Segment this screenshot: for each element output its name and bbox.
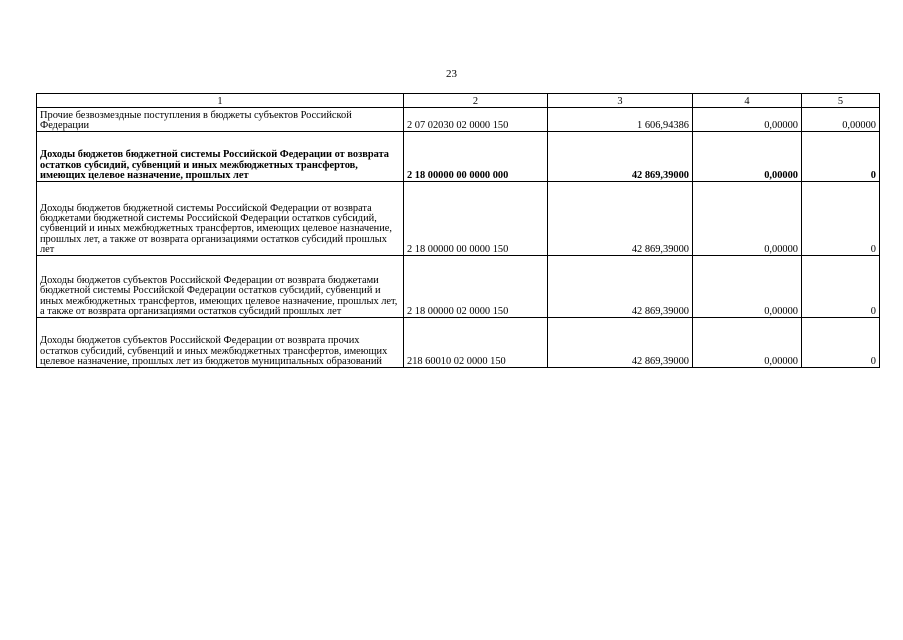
row-code: 2 18 00000 02 0000 150	[404, 256, 548, 318]
row-value-4: 0,00000	[693, 132, 802, 182]
row-value-4: 0,00000	[693, 182, 802, 256]
row-value-5: 0	[802, 132, 880, 182]
table-row	[37, 256, 880, 318]
row-value-3: 42 869,39000	[548, 132, 693, 182]
table-row	[37, 132, 880, 182]
row-code: 2 18 00000 00 0000 000	[404, 132, 548, 182]
row-code: 218 60010 02 0000 150	[404, 318, 548, 368]
row-value-3: 42 869,39000	[548, 318, 693, 368]
table-header-row	[37, 94, 880, 108]
row-value-4: 0,00000	[693, 108, 802, 132]
row-value-5: 0	[802, 318, 880, 368]
row-value-4: 0,00000	[693, 256, 802, 318]
column-header-4: 4	[693, 94, 802, 108]
row-value-3: 42 869,39000	[548, 182, 693, 256]
row-value-4: 0,00000	[693, 318, 802, 368]
row-value-5: 0,00000	[802, 108, 880, 132]
row-value-5: 0	[802, 182, 880, 256]
table-row	[37, 108, 880, 132]
row-value-3: 42 869,39000	[548, 256, 693, 318]
column-header-3: 3	[548, 94, 693, 108]
row-code: 2 18 00000 00 0000 150	[404, 182, 548, 256]
table-row	[37, 182, 880, 256]
row-value-5: 0	[802, 256, 880, 318]
row-name: Прочие безвозмездные поступления в бюджеты субъектов Российской Федерации	[37, 108, 404, 132]
table-row	[37, 318, 880, 368]
row-name: Доходы бюджетов субъектов Российской Федерации от возврата бюджетами бюджетной системы Российской Федерации остатков субсидий, субвенций и иных межбюджетных трансфертов, имеющих целевое назначение, прошлых лет, а также от возврата организациями остатков субсидий прошлых лет	[37, 256, 404, 318]
column-header-2: 2	[404, 94, 548, 108]
row-name: Доходы бюджетов субъектов Российской Федерации от возврата прочих остатков субсидий, субвенций и иных межбюджетных трансфертов, имеющих целевое назначение, прошлых лет из бюджетов муниципальных образований	[37, 318, 404, 368]
budget-revenue-table	[36, 93, 880, 368]
column-header-1: 1	[37, 94, 404, 108]
page-number: 23	[446, 68, 457, 80]
row-name: Доходы бюджетов бюджетной системы Российской Федерации от возврата бюджетами бюджетной системы Российской Федерации остатков субсидий, субвенций и иных межбюджетных трансфертов, имеющих целевое назначение, прошлых лет, а также от возврата организациями остатков субсидий прошлых лет	[37, 182, 404, 256]
row-code: 2 07 02030 02 0000 150	[404, 108, 548, 132]
row-name: Доходы бюджетов бюджетной системы Российской Федерации от возврата остатков субсидий, субвенций и иных межбюджетных трансфертов, имеющих целевое назначение, прошлых лет	[37, 132, 404, 182]
row-value-3: 1 606,94386	[548, 108, 693, 132]
column-header-5: 5	[802, 94, 880, 108]
